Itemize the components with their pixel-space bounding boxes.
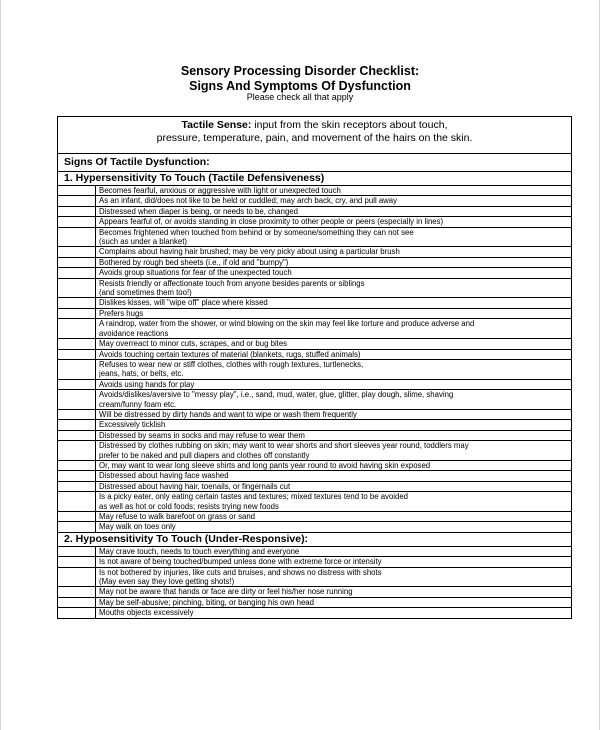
checklist-row bbox=[58, 349, 572, 359]
checklist-row bbox=[58, 268, 572, 278]
checklist-row bbox=[58, 557, 572, 567]
checklist-row bbox=[58, 390, 572, 410]
intro-cell bbox=[58, 117, 572, 154]
checklist-item-text bbox=[96, 512, 572, 522]
checklist-item-line: Mouths objects excessively bbox=[99, 608, 194, 618]
checklist-item-line: May walk on toes only bbox=[99, 522, 176, 532]
checklist-table bbox=[57, 116, 572, 619]
check-box-cell[interactable] bbox=[58, 481, 96, 491]
checklist-item-line: Avoids group situations for fear of the unexpected touch bbox=[99, 268, 292, 278]
check-box-cell[interactable] bbox=[58, 278, 96, 298]
checklist-item-line: Is not aware of being touched/bumped unless done with extreme force or intensity bbox=[99, 557, 382, 567]
check-box-cell[interactable] bbox=[58, 247, 96, 257]
checklist-item-text bbox=[96, 420, 572, 430]
checklist-row bbox=[58, 460, 572, 470]
check-box-cell[interactable] bbox=[58, 557, 96, 567]
check-box-cell[interactable] bbox=[58, 206, 96, 216]
document-title: Sensory Processing Disorder Checklist: bbox=[180, 64, 420, 78]
check-box-cell[interactable] bbox=[58, 522, 96, 532]
checklist-row bbox=[58, 339, 572, 349]
checklist-row bbox=[58, 298, 572, 308]
intro-text-line1: input from the skin receptors about touch, bbox=[251, 119, 448, 131]
checklist-item-text bbox=[96, 460, 572, 470]
check-box-cell[interactable] bbox=[58, 460, 96, 470]
check-box-cell[interactable] bbox=[58, 546, 96, 556]
check-box-cell[interactable] bbox=[58, 597, 96, 607]
checklist-row bbox=[58, 608, 572, 618]
checklist-item-text bbox=[96, 319, 572, 339]
checklist-item-line: Dislikes kisses, will "wipe off" place where kissed bbox=[99, 298, 268, 308]
checklist-row bbox=[58, 597, 572, 607]
checklist-row bbox=[58, 430, 572, 440]
checklist-item-line: Will be distressed by dirty hands and want to wipe or wash them frequently bbox=[99, 409, 357, 419]
checklist-row bbox=[58, 278, 572, 298]
checklist-row bbox=[58, 420, 572, 430]
checklist-item-line: Distressed about having hair, toenails, or fingernails cut bbox=[99, 481, 291, 491]
check-box-cell[interactable] bbox=[58, 359, 96, 379]
checklist-row bbox=[58, 186, 572, 196]
intro-text-line2: pressure, temperature, pain, and movement of the hairs on the skin. bbox=[156, 132, 473, 144]
checklist-item-line: Avoids/dislikes/aversive to "messy play", i.e., sand, mud, water, glue, glitter, play dough, slime, shaving bbox=[99, 390, 454, 400]
checklist-item-line: Resists friendly or affectionate touch from anyone besides parents or siblings bbox=[99, 278, 365, 288]
checklist-row bbox=[58, 471, 572, 481]
checklist-item-line: Excessively ticklish bbox=[99, 420, 166, 430]
section-label: Signs Of Tactile Dysfunction: bbox=[58, 154, 572, 172]
check-box-cell[interactable] bbox=[58, 308, 96, 318]
check-box-cell[interactable] bbox=[58, 492, 96, 512]
checklist-item-text bbox=[96, 339, 572, 349]
checklist-item-line: prefer to be naked and pull diapers and clothes off constantly bbox=[99, 450, 310, 460]
checklist-item-text bbox=[96, 298, 572, 308]
checklist-item-text bbox=[96, 409, 572, 419]
checklist-item-line: cream/funny foam etc. bbox=[99, 399, 177, 409]
checklist-item-line: Is a picky eater, only eating certain tastes and textures; mixed textures tend to be avoided bbox=[99, 492, 409, 502]
checklist-item-line: Or, may want to wear long sleeve shirts and long pants year round to avoid having skin exposed bbox=[99, 460, 431, 470]
checklist-item-line: Distressed by seams in socks and may refuse to wear them bbox=[99, 430, 305, 440]
check-box-cell[interactable] bbox=[58, 567, 96, 587]
checklist-item-text bbox=[96, 257, 572, 267]
check-box-cell[interactable] bbox=[58, 441, 96, 461]
check-box-cell[interactable] bbox=[58, 409, 96, 419]
checklist-row bbox=[58, 481, 572, 491]
checklist-item-text bbox=[96, 557, 572, 567]
document-subtitle-heading: Signs And Symptoms Of Dysfunction bbox=[189, 79, 411, 93]
checklist-item-text bbox=[96, 522, 572, 532]
checklist-item-line: May not be aware that hands or face are dirty or feel his/her nose running bbox=[99, 587, 353, 597]
group-heading-row bbox=[58, 172, 572, 186]
checklist-item-text bbox=[96, 308, 572, 318]
check-box-cell[interactable] bbox=[58, 349, 96, 359]
checklist-item-line: (May even say they love getting shots!) bbox=[99, 577, 235, 587]
checklist-row bbox=[58, 441, 572, 461]
instructions-text: Please check all that apply bbox=[246, 92, 354, 102]
checklist-item-line: A raindrop, water from the shower, or wind blowing on the skin may feel like torture and produce adverse and bbox=[99, 319, 475, 329]
intro-lead: Tactile Sense: bbox=[181, 119, 252, 131]
check-box-cell[interactable] bbox=[58, 420, 96, 430]
checklist-item-text bbox=[96, 217, 572, 227]
checklist-item-line: Is not bothered by injuries, like cuts and bruises, and shows no distress with shots bbox=[99, 567, 382, 577]
checklist-item-line: Avoids using hands for play bbox=[99, 379, 195, 389]
checklist-item-line: as well as hot or cold foods; resists trying new foods bbox=[99, 501, 279, 511]
checklist-item-line: Distressed about having face washed bbox=[99, 471, 229, 481]
check-box-cell[interactable] bbox=[58, 196, 96, 206]
checklist-item-line: May overreact to minor cuts, scrapes, and or bug bites bbox=[99, 339, 288, 349]
checklist-item-line: Becomes frightened when touched from behind or by someone/something they can not see bbox=[99, 227, 414, 237]
checklist-item-text bbox=[96, 546, 572, 556]
checklist-item-text bbox=[96, 186, 572, 196]
check-box-cell[interactable] bbox=[58, 298, 96, 308]
check-box-cell[interactable] bbox=[58, 217, 96, 227]
checklist-row bbox=[58, 247, 572, 257]
check-box-cell[interactable] bbox=[58, 390, 96, 410]
checklist-item-line: Prefers hugs bbox=[99, 308, 144, 318]
checklist-item-text bbox=[96, 278, 572, 298]
check-box-cell[interactable] bbox=[58, 430, 96, 440]
checklist-item-line: As an infant, did/does not like to be held or cuddled; may arch back, cry, and pull away bbox=[99, 196, 398, 206]
checklist-item-line: May crave touch, needs to touch everything and everyone bbox=[99, 546, 300, 556]
checklist-row bbox=[58, 522, 572, 532]
checklist-item-line: Distressed by clothes rubbing on skin; may want to wear shorts and short sleeves year round, toddlers may bbox=[99, 441, 469, 451]
checklist-item-text bbox=[96, 247, 572, 257]
check-box-cell[interactable] bbox=[58, 257, 96, 267]
checklist-row bbox=[58, 492, 572, 512]
check-box-cell[interactable] bbox=[58, 227, 96, 247]
check-box-cell[interactable] bbox=[58, 268, 96, 278]
check-box-cell[interactable] bbox=[58, 339, 96, 349]
checklist-item-text bbox=[96, 227, 572, 247]
checklist-item-text bbox=[96, 430, 572, 440]
checklist-item-text bbox=[96, 359, 572, 379]
group-heading-row bbox=[58, 532, 572, 546]
checklist-item-line: Becomes fearful, anxious or aggressive with light or unexpected touch bbox=[99, 186, 341, 195]
checklist-item-text bbox=[96, 379, 572, 389]
checklist-item-line: Complains about having hair brushed; may be very picky about using a particular brush bbox=[99, 247, 400, 257]
group-heading: 1. Hypersensitivity To Touch (Tactile Defensiveness) bbox=[58, 172, 572, 186]
checklist-item-text bbox=[96, 481, 572, 491]
check-box-cell[interactable] bbox=[58, 608, 96, 618]
checklist-row bbox=[58, 227, 572, 247]
checklist-item-text bbox=[96, 196, 572, 206]
check-box-cell[interactable] bbox=[58, 319, 96, 339]
checklist-row bbox=[58, 512, 572, 522]
checklist-item-line: Avoids touching certain textures of material (blankets, rugs, stuffed animals) bbox=[99, 349, 361, 359]
checklist-item-text bbox=[96, 441, 572, 461]
checklist-item-line: Appears fearful of, or avoids standing in close proximity to other people or peers (especially in lines) bbox=[99, 217, 444, 227]
checklist-item-line: (and sometimes them too!) bbox=[99, 288, 192, 298]
checklist-item-text bbox=[96, 268, 572, 278]
checklist-item-line: avoidance reactions bbox=[99, 328, 169, 338]
checklist-item-line: (such as under a blanket) bbox=[99, 237, 187, 247]
checklist-row bbox=[58, 567, 572, 587]
checklist-item-text bbox=[96, 349, 572, 359]
checklist-item-line: Refuses to wear new or stiff clothes, clothes with rough textures, turtlenecks, bbox=[99, 359, 364, 369]
check-box-cell[interactable] bbox=[58, 587, 96, 597]
checklist-row bbox=[58, 308, 572, 318]
check-box-cell[interactable] bbox=[58, 512, 96, 522]
checklist-item-text bbox=[96, 471, 572, 481]
checklist-item-line: May be self-abusive; pinching, biting, or banging his own head bbox=[99, 597, 314, 607]
checklist-row bbox=[58, 379, 572, 389]
checklist-item-line: jeans, hats, or belts, etc. bbox=[99, 369, 184, 379]
check-box-cell[interactable] bbox=[58, 379, 96, 389]
checklist-item-text bbox=[96, 597, 572, 607]
checklist-row bbox=[58, 206, 572, 216]
checklist-row bbox=[58, 257, 572, 267]
checklist-item-line: Bothered by rough bed sheets (i.e., if old and "bumpy") bbox=[99, 257, 289, 267]
checklist-row bbox=[58, 587, 572, 597]
checklist-item-text bbox=[96, 587, 572, 597]
check-box-cell[interactable] bbox=[58, 186, 96, 196]
checklist-item-text bbox=[96, 390, 572, 410]
checklist-item-text bbox=[96, 567, 572, 587]
checklist-row bbox=[58, 196, 572, 206]
checklist-row bbox=[58, 546, 572, 556]
checklist-row bbox=[58, 319, 572, 339]
section-label-row bbox=[58, 154, 572, 172]
checklist-row bbox=[58, 359, 572, 379]
checklist-item-line: Distressed when diaper is being, or needs to be, changed bbox=[99, 206, 298, 216]
check-box-cell[interactable] bbox=[58, 471, 96, 481]
group-heading: 2. Hyposensitivity To Touch (Under-Responsive): bbox=[58, 532, 572, 546]
checklist-item-text bbox=[96, 492, 572, 512]
checklist-row bbox=[58, 217, 572, 227]
checklist-item-text bbox=[96, 206, 572, 216]
intro-row bbox=[58, 117, 572, 154]
checklist-item-line: May refuse to walk barefoot on grass or sand bbox=[99, 512, 256, 521]
checklist-row bbox=[58, 409, 572, 419]
checklist-item-text bbox=[96, 608, 572, 618]
